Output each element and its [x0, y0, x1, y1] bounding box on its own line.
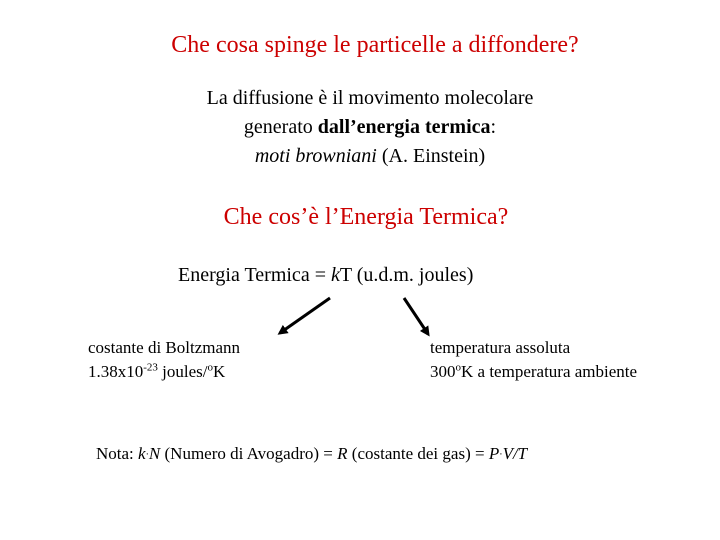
absolute-temperature	[430, 336, 637, 384]
boltzmann-constant	[88, 336, 240, 384]
boltzmann-value-base: 1.38x10	[88, 362, 144, 381]
note	[96, 444, 527, 464]
formula-k: k	[330, 264, 340, 286]
note-mid-2: (costante dei gas) =	[347, 444, 489, 463]
intro-brownian: moti browniani	[254, 145, 377, 167]
arrow-right	[404, 298, 428, 334]
boltzmann-value	[88, 360, 240, 384]
temperature-post: K a temperatura ambiente	[461, 362, 638, 381]
temperature-number: 300	[430, 362, 456, 381]
temperature-degree: o	[455, 361, 461, 374]
boltzmann-label: costante di Boltzmann	[88, 338, 241, 357]
boltzmann-degree: o	[207, 361, 214, 374]
formula-pre: Energia Termica =	[178, 264, 331, 286]
note-dot-2: ·	[499, 449, 503, 461]
note-N: N	[148, 444, 161, 463]
temperature-label: temperatura assoluta	[430, 338, 571, 357]
intro-line-2-post: :	[490, 116, 497, 138]
boltzmann-unit-pre: joules/	[157, 362, 208, 381]
note-VT: V/T	[502, 444, 528, 463]
boltzmann-unit-post: K	[213, 362, 226, 381]
page-title: Che cosa spinge le particelle a diffondere?	[171, 32, 579, 58]
note-pre: Nota:	[96, 444, 139, 463]
formula-post: (u.d.m. joules)	[351, 264, 474, 286]
note-P: P	[488, 444, 500, 463]
note-mid: (Numero di Avogadro) =	[160, 444, 338, 463]
section-subtitle: Che cos’è l’Energia Termica?	[223, 204, 509, 230]
formula-T: T	[339, 264, 352, 286]
arrow-left	[280, 298, 330, 333]
intro-line-2-pre: generato	[243, 116, 318, 138]
intro-thermal-energy: dall’energia termica	[317, 116, 491, 138]
intro-line-3-post: (A. Einstein)	[376, 145, 486, 167]
boltzmann-exponent: -23	[143, 361, 158, 374]
note-k: k	[138, 444, 146, 463]
temperature-value	[430, 360, 637, 384]
note-R: R	[337, 444, 348, 463]
note-dot-1: ·	[145, 449, 149, 461]
intro-line-1: La diffusione è il movimento molecolare	[206, 87, 534, 109]
